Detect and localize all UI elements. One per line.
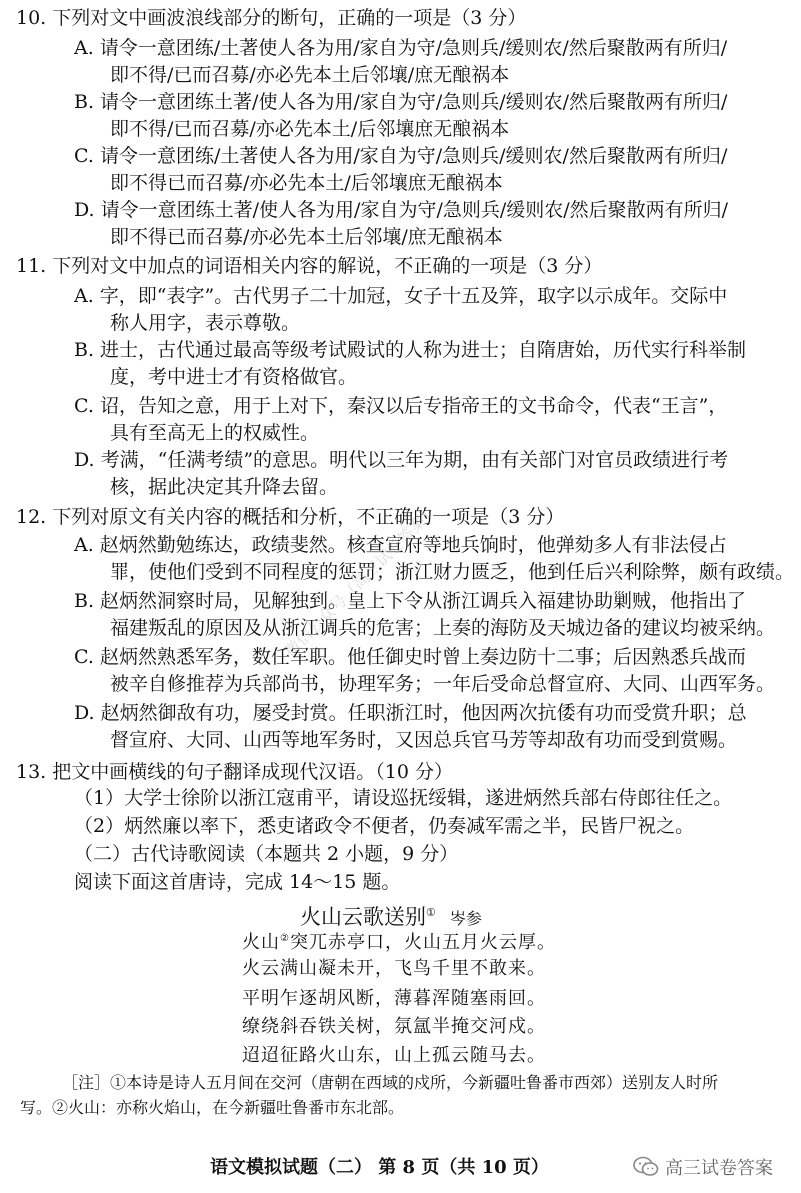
q12-option-b-line2: 福建叛乱的原因及从浙江调兵的危害；上奏的海防及天城边备的建议均被采纳。: [110, 617, 776, 639]
q12-option-d-line1: D. 赵炳然御敌有功，屡受封赏。任职浙江时，他因两次抗倭有功而受赏升职；总: [74, 702, 747, 724]
q12-option-d-line2: 督宣府、大同、山西等地军务时，又因总兵官马芳等却敌有功而受到赏赐。: [110, 729, 738, 751]
q10-option-d-line2: 即不得已而召募/亦必先本土后邻壤/庶无酿祸本: [110, 226, 503, 248]
q12-option-b-line1: B. 赵炳然洞察时局，见解独到。皇上下令从浙江调兵入福建协助剿贼，他指出了: [74, 590, 747, 612]
q10-option-c-line2: 即不得已而召募/亦必先本土/后邻壤庶无酿祸本: [110, 172, 503, 194]
poem-line-1-a: 火山: [242, 932, 280, 953]
q10-option-a-line1: A. 请令一意团练/土著使人各为用/家自为守/急则兵/缓则农/然后聚散两有所归/: [74, 37, 728, 59]
q10-option-b-line2: 即不得/已而召募/亦必先本土/后邻壤庶无酿祸本: [110, 118, 510, 140]
q11-option-c-line2: 具有至高无上的权威性。: [110, 422, 320, 444]
q10-option-a-line2: 即不得/已而召募/亦必先本土后邻壤/庶无酿祸本: [110, 64, 510, 86]
q12-option-a-line2: 罪，使他们受到不同程度的惩罚；浙江财力匮乏，他到任后兴利除弊，颇有政绩。: [110, 561, 795, 583]
page-footer: 语文模拟试题（二） 第 8 页（共 10 页）: [210, 1157, 549, 1178]
q11-option-d-line1: D. 考满，“任满考绩”的意思。明代以三年为期，由有关部门对官员政绩进行考: [74, 449, 729, 471]
q12-title: 12. 下列对原文有关内容的概括和分析，不正确的一项是（3 分）: [16, 506, 565, 528]
q13-sentence-1: （1）大学士徐阶以浙江寇甫平，请设巡抚绥辑，遂进炳然兵部右侍郎往任之。: [74, 787, 733, 809]
q11-option-c-line1: C. 诏，告知之意，用于上对下，秦汉以后专指帝王的文书命令，代表“王言”，: [74, 395, 728, 417]
note-line-2: 写。②火山：亦称火焰山，在今新疆吐鲁番市东北部。: [20, 1098, 405, 1117]
q10-title: 10. 下列对文中画波浪线部分的断句，正确的一项是（3 分）: [16, 7, 527, 29]
q12-option-c-line2: 被辛自修推荐为兵部尚书，协理军务；一年后受命总督宣府、大同、山西军务。: [110, 673, 776, 695]
poem-line-3: 平明乍逐胡风断，薄暮浑随塞雨回。: [242, 988, 546, 1009]
q11-option-b-line2: 度，考中进士才有资格做官。: [110, 366, 358, 388]
q12-option-a-line1: A. 赵炳然勤勉练达，政绩斐然。核查宣府等地兵饷时，他弹劾多人有非法侵占: [74, 534, 727, 556]
wechat-account-badge[interactable]: [633, 1154, 773, 1180]
poem-line-4: 缭绕斜吞铁关树，氛氲半掩交河戍。: [242, 1016, 546, 1037]
q10-option-b-line1: B. 请令一意团练土著/使人各为用/家自为守/急则兵/缓则农/然后聚散两有所归/: [74, 91, 728, 113]
wechat-icon: [633, 1156, 659, 1178]
q13-sentence-2: （2）炳然廉以率下，悉吏诸政令不便者，仍奏减军需之半，民皆尸祝之。: [74, 815, 695, 837]
note-line-1: ［注］①本诗是诗人五月间在交河（唐朝在西域的戍所，今新疆吐鲁番市西郊）送别友人时所: [62, 1073, 719, 1092]
q11-option-d-line2: 核，据此决定其升降去留。: [110, 476, 339, 498]
poem-line-1: [242, 928, 556, 954]
poem-title-text: 火山云歌送别: [300, 905, 426, 929]
watermark: 微信公众号（高三试卷答案）: [280, 500, 442, 661]
q13-title: 13. 把文中画横线的句子翻译成现代汉语。（10 分）: [16, 761, 453, 783]
poem-line-2: 火云满山凝未开，飞鸟千里不敢来。: [242, 958, 546, 979]
q10-option-d-line1: D. 请令一意团练土著/使人各为用/家自为守/急则兵/缓则农/然后聚散两有所归/: [74, 199, 729, 221]
q11-option-a-line1: A. 字，即“表字”。古代男子二十加冠，女子十五及笄，取字以示成年。交际中: [74, 285, 728, 307]
poem-title-note: ①: [426, 906, 436, 919]
poem-line-5: 迢迢征路火山东，山上孤云随马去。: [242, 1045, 546, 1066]
wechat-account-label: 高三试卷答案: [665, 1158, 773, 1179]
q11-title: 11. 下列对文中加点的词语相关内容的解说，不正确的一项是（3 分）: [16, 255, 603, 277]
poem-line-1-b: 突兀赤亭口，火山五月火云厚。: [289, 932, 556, 953]
section-instruction: 阅读下面这首唐诗，完成 14～15 题。: [74, 871, 401, 893]
q10-option-c-line1: C. 请令一意团练/土著使人各为用/家自为守/急则兵/缓则农/然后聚散两有所归/: [74, 145, 728, 167]
q11-option-b-line1: B. 进士，古代通过最高等级考试殿试的人称为进士；自隋唐始，历代实行科举制: [74, 339, 747, 361]
section-heading: （二）古代诗歌阅读（本题共 2 小题，9 分）: [74, 843, 459, 865]
poem-author: 岑参: [449, 909, 482, 928]
poem-line-1-note: ②: [280, 933, 290, 944]
q11-option-a-line2: 称人用字，表示尊敬。: [110, 312, 301, 334]
q12-option-c-line1: C. 赵炳然熟悉军务，数任军职。他任御史时曾上奏边防十二事；后因熟悉兵战而: [74, 646, 746, 668]
